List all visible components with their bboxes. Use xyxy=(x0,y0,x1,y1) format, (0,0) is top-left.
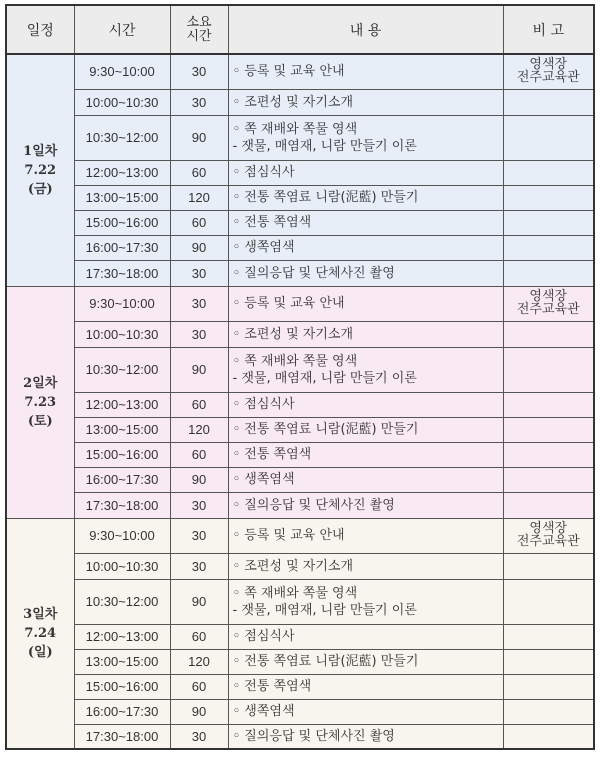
duration-cell: 60 xyxy=(170,674,228,699)
content-text: ◦ 질의응답 및 단체사진 촬영 xyxy=(232,265,395,281)
content-cell xyxy=(228,624,503,649)
day-cell xyxy=(6,54,74,286)
duration-cell: 60 xyxy=(170,442,228,467)
duration-cell: 30 xyxy=(170,54,228,89)
remark-cell xyxy=(503,185,594,210)
table-row xyxy=(6,624,594,649)
remark-cell xyxy=(503,347,594,392)
table-row xyxy=(6,417,594,442)
day-label: (금) xyxy=(27,181,53,197)
content-cell xyxy=(228,347,503,392)
table-row xyxy=(6,518,594,553)
time-cell: 13:00~15:00 xyxy=(74,649,170,674)
table-body xyxy=(6,54,594,749)
header-duration-line1: 소요 xyxy=(186,14,212,30)
content-text: ◦ 생쪽염색 xyxy=(232,240,295,255)
remark-cell xyxy=(503,392,594,417)
remark-line: 영색장 xyxy=(529,520,568,536)
content-text: ◦ 조편성 및 자기소개 xyxy=(232,326,354,342)
content-text: ◦ 생쪽염색 xyxy=(232,472,295,487)
content-cell xyxy=(228,235,503,260)
header-duration xyxy=(170,5,228,54)
time-cell: 17:30~18:00 xyxy=(74,724,170,749)
time-cell: 16:00~17:30 xyxy=(74,699,170,724)
remark-line: 전주교육관 xyxy=(516,301,580,317)
content-text: ◦ 질의응답 및 단체사진 촬영 xyxy=(232,728,395,744)
content-text: ◦ 질의응답 및 단체사진 촬영 xyxy=(232,497,395,513)
schedule-table xyxy=(5,4,595,750)
duration-cell: 90 xyxy=(170,115,228,160)
time-cell: 13:00~15:00 xyxy=(74,185,170,210)
remark-cell xyxy=(503,54,594,89)
time-cell: 10:00~10:30 xyxy=(74,553,170,579)
remark-cell xyxy=(503,260,594,286)
duration-cell: 30 xyxy=(170,518,228,553)
time-cell: 13:00~15:00 xyxy=(74,417,170,442)
content-cell xyxy=(228,417,503,442)
duration-cell: 30 xyxy=(170,553,228,579)
remark-line: 영색장 xyxy=(529,288,568,304)
time-cell: 9:30~10:00 xyxy=(74,286,170,321)
remark-cell xyxy=(503,442,594,467)
duration-cell: 90 xyxy=(170,579,228,624)
day-cell xyxy=(6,286,74,518)
remark-cell xyxy=(503,724,594,749)
remark-line: 영색장 xyxy=(529,57,568,72)
remark-cell xyxy=(503,115,594,160)
day-label: 7.23 xyxy=(24,394,57,410)
remark-line: 전주교육관 xyxy=(516,70,580,85)
content-text: ◦ 조편성 및 자기소개 xyxy=(232,558,354,574)
time-cell: 12:00~13:00 xyxy=(74,624,170,649)
duration-cell: 90 xyxy=(170,347,228,392)
content-subtext: - 잿물, 매염재, 니람 만들기 이론 xyxy=(232,138,417,154)
day-label: (토) xyxy=(27,413,53,429)
content-cell xyxy=(228,392,503,417)
content-cell xyxy=(228,260,503,286)
remark-cell xyxy=(503,89,594,115)
table-row xyxy=(6,235,594,260)
content-text: ◦ 점심식사 xyxy=(232,629,295,644)
time-cell: 16:00~17:30 xyxy=(74,235,170,260)
remark-cell xyxy=(503,286,594,321)
day-label: 7.24 xyxy=(24,625,57,641)
table-row xyxy=(6,649,594,674)
header-time: 시간 xyxy=(74,5,170,54)
content-cell xyxy=(228,674,503,699)
time-cell: 10:30~12:00 xyxy=(74,579,170,624)
remark-cell xyxy=(503,579,594,624)
header-content: 내 용 xyxy=(228,5,503,54)
content-cell xyxy=(228,442,503,467)
duration-cell: 30 xyxy=(170,321,228,347)
time-cell: 9:30~10:00 xyxy=(74,54,170,89)
table-row xyxy=(6,724,594,749)
remark-cell xyxy=(503,518,594,553)
duration-cell: 90 xyxy=(170,467,228,492)
content-text: ◦ 전통 쪽염색 xyxy=(232,679,312,694)
duration-cell: 30 xyxy=(170,260,228,286)
duration-cell: 60 xyxy=(170,210,228,235)
time-cell: 17:30~18:00 xyxy=(74,260,170,286)
content-text: ◦ 등록 및 교육 안내 xyxy=(232,296,345,311)
header-duration-line2: 시간 xyxy=(186,28,212,44)
content-cell xyxy=(228,518,503,553)
content-subtext: - 잿물, 매염재, 니람 만들기 이론 xyxy=(232,370,417,386)
content-cell xyxy=(228,492,503,518)
content-text: ◦ 쪽 재배와 쪽물 영색 xyxy=(232,121,358,137)
duration-cell: 30 xyxy=(170,286,228,321)
remark-cell xyxy=(503,467,594,492)
header-row xyxy=(6,5,594,54)
duration-cell: 30 xyxy=(170,492,228,518)
content-cell xyxy=(228,579,503,624)
table-row xyxy=(6,185,594,210)
remark-cell xyxy=(503,649,594,674)
content-text: ◦ 전통 쪽염료 니람(泥藍) 만들기 xyxy=(232,654,419,669)
table-row xyxy=(6,286,594,321)
time-cell: 10:30~12:00 xyxy=(74,115,170,160)
day-label: 2일차 xyxy=(23,375,58,391)
duration-cell: 120 xyxy=(170,185,228,210)
duration-cell: 120 xyxy=(170,649,228,674)
remark-cell xyxy=(503,417,594,442)
remark-cell xyxy=(503,699,594,724)
remark-cell xyxy=(503,210,594,235)
day-cell xyxy=(6,518,74,749)
table-header xyxy=(6,5,594,54)
table-row xyxy=(6,579,594,624)
table-row xyxy=(6,492,594,518)
duration-cell: 30 xyxy=(170,89,228,115)
remark-line: 전주교육관 xyxy=(516,533,580,549)
duration-cell: 90 xyxy=(170,699,228,724)
header-day: 일정 xyxy=(6,5,74,54)
table-row xyxy=(6,115,594,160)
content-subtext: - 잿물, 매염재, 니람 만들기 이론 xyxy=(232,602,417,618)
duration-cell: 30 xyxy=(170,724,228,749)
content-cell xyxy=(228,649,503,674)
content-text: ◦ 조편성 및 자기소개 xyxy=(232,94,354,110)
duration-cell: 60 xyxy=(170,160,228,185)
time-cell: 15:00~16:00 xyxy=(74,210,170,235)
duration-cell: 90 xyxy=(170,235,228,260)
content-text: ◦ 쪽 재배와 쪽물 영색 xyxy=(232,585,358,601)
remark-cell xyxy=(503,674,594,699)
table-row xyxy=(6,347,594,392)
table-row xyxy=(6,674,594,699)
table-row xyxy=(6,89,594,115)
duration-cell: 60 xyxy=(170,392,228,417)
content-text: ◦ 점심식사 xyxy=(232,165,295,180)
remark-cell xyxy=(503,235,594,260)
content-text: ◦ 등록 및 교육 안내 xyxy=(232,528,345,543)
content-cell xyxy=(228,89,503,115)
time-cell: 16:00~17:30 xyxy=(74,467,170,492)
remark-cell xyxy=(503,624,594,649)
remark-cell xyxy=(503,553,594,579)
content-text: ◦ 전통 쪽염색 xyxy=(232,447,312,462)
content-text: ◦ 점심식사 xyxy=(232,397,295,412)
content-cell xyxy=(228,699,503,724)
table-row xyxy=(6,160,594,185)
content-cell xyxy=(228,54,503,89)
time-cell: 15:00~16:00 xyxy=(74,674,170,699)
content-text: ◦ 생쪽염색 xyxy=(232,704,295,719)
content-text: ◦ 등록 및 교육 안내 xyxy=(232,64,345,80)
time-cell: 15:00~16:00 xyxy=(74,442,170,467)
duration-cell: 60 xyxy=(170,624,228,649)
content-cell xyxy=(228,286,503,321)
time-cell: 10:00~10:30 xyxy=(74,321,170,347)
content-cell xyxy=(228,467,503,492)
table-row xyxy=(6,54,594,89)
time-cell: 12:00~13:00 xyxy=(74,392,170,417)
remark-cell xyxy=(503,160,594,185)
table-row xyxy=(6,442,594,467)
time-cell: 9:30~10:00 xyxy=(74,518,170,553)
time-cell: 10:30~12:00 xyxy=(74,347,170,392)
table-row xyxy=(6,321,594,347)
content-cell xyxy=(228,210,503,235)
table-row xyxy=(6,553,594,579)
content-text: ◦ 전통 쪽염료 니람(泥藍) 만들기 xyxy=(232,190,419,205)
time-cell: 10:00~10:30 xyxy=(74,89,170,115)
duration-cell: 120 xyxy=(170,417,228,442)
content-cell xyxy=(228,553,503,579)
day-label: 7.22 xyxy=(24,162,57,178)
time-cell: 12:00~13:00 xyxy=(74,160,170,185)
content-cell xyxy=(228,321,503,347)
table-row xyxy=(6,467,594,492)
content-cell xyxy=(228,724,503,749)
table-row xyxy=(6,210,594,235)
content-text: ◦ 전통 쪽염료 니람(泥藍) 만들기 xyxy=(232,422,419,437)
content-cell xyxy=(228,160,503,185)
day-label: (일) xyxy=(27,644,53,660)
remark-cell xyxy=(503,492,594,518)
day-label: 1일차 xyxy=(23,143,58,159)
table-row xyxy=(6,392,594,417)
day-label: 3일차 xyxy=(23,606,58,622)
table-row xyxy=(6,699,594,724)
time-cell: 17:30~18:00 xyxy=(74,492,170,518)
table-row xyxy=(6,260,594,286)
header-remark: 비 고 xyxy=(503,5,594,54)
content-cell xyxy=(228,185,503,210)
content-text: ◦ 쪽 재배와 쪽물 영색 xyxy=(232,353,358,369)
content-text: ◦ 전통 쪽염색 xyxy=(232,215,312,230)
content-cell xyxy=(228,115,503,160)
remark-cell xyxy=(503,321,594,347)
